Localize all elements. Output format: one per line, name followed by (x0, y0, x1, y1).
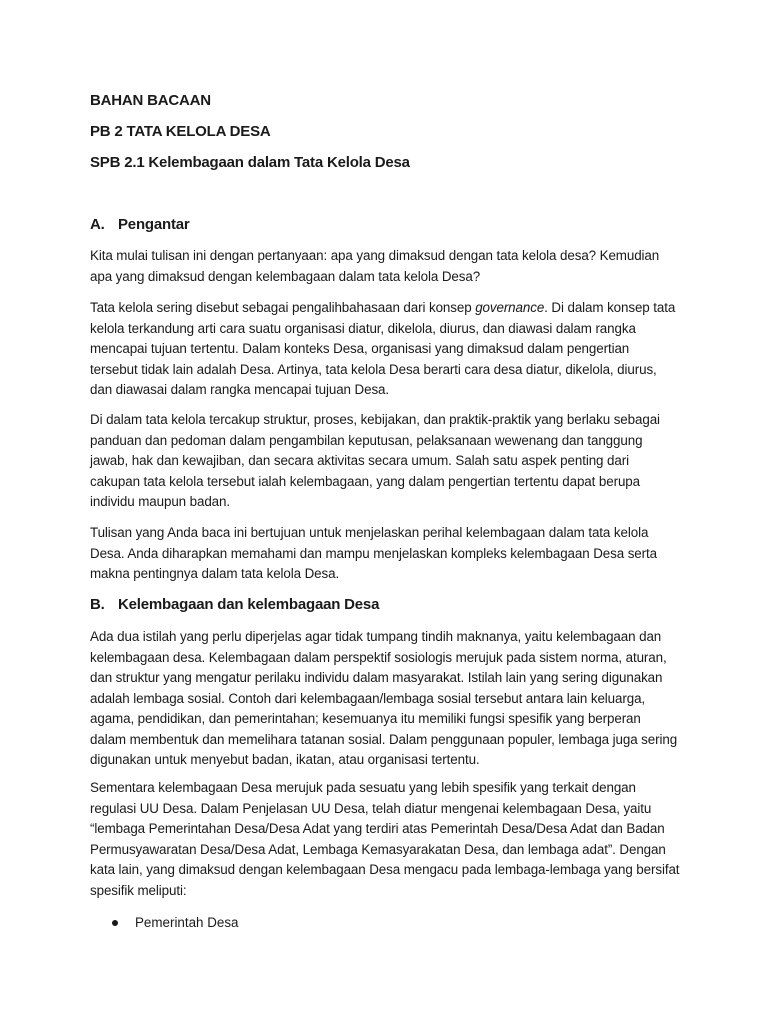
paragraph-definitions: Ada dua istilah yang perlu diperjelas agar tidak tumpang tindih maknanya, yaitu kelembagaan dan kelembagaan desa. Kelembagaan dalam perspektif sosiologis merujuk pada sistem norma, aturan, dan struktur yang mengatur perilaku individu dalam masyarakat. Istilah lain yang sering digunakan adalah lembaga sosial. Contoh dari kelembagaan/lembaga sosial tersebut antara lain keluarga, agama, pendidikan, dan pemerintahan; kesemuanya itu memiliki fungsi spesifik yang berperan dalam membentuk dan memelihara tatanan sosial. Dalam penggunaan populer, lembaga juga sering digunakan untuk menyebut badan, ikatan, atau organisasi tertentu. (90, 629, 678, 767)
section-b-heading (90, 596, 379, 613)
paragraph-village-institutions: Sementara kelembagaan Desa merujuk pada sesuatu yang lebih spesifik yang terkait dengan regulasi UU Desa. Dalam Penjelasan UU Desa, telah diatur mengenai kelembagaan Desa, yaitu “lembaga Pemerintahan Desa/Desa Adat yang terdiri atas Pemerintah Desa/Desa Adat dan Badan Permusyawaratan Desa/Desa Adat, Lembaga Kemasyarakatan Desa, dan lembaga adat”. Dengan kata lain, yang dimaksud dengan kelembagaan Desa mengacu pada lembaga-lembaga yang bersifat spesifik meliputi: (90, 780, 680, 898)
governance-term: governance (475, 300, 545, 315)
section-a-title: Pengantar (118, 216, 190, 233)
list-item (90, 913, 238, 933)
section-a-number: A. (90, 216, 105, 233)
doc-label: BAHAN BACAAN (90, 92, 211, 109)
paragraph-purpose: Tulisan yang Anda baca ini bertujuan untuk menjelaskan perihal kelembagaan dalam tata kelola Desa. Anda diharapkan memahami dan mampu menjelaskan kompleks kelembagaan Desa serta makna pentingnya dalam tata kelola Desa. (90, 525, 657, 581)
list-item-label: Pemerintah Desa (135, 915, 239, 930)
institution-list (90, 913, 238, 933)
bullet-icon (112, 920, 118, 926)
section-b-number: B. (90, 596, 105, 613)
paragraph-governance (90, 298, 680, 401)
module-title: PB 2 TATA KELOLA DESA (90, 123, 271, 140)
submodule-title: SPB 2.1 Kelembagaan dalam Tata Kelola Desa (90, 154, 410, 171)
paragraph-intro-question: Kita mulai tulisan ini dengan pertanyaan: apa yang dimaksud dengan tata kelola desa? Kemudian apa yang dimaksud dengan kelembagaan dalam tata kelola Desa? (90, 248, 660, 284)
section-b-title: Kelembagaan dan kelembagaan Desa (118, 596, 380, 613)
section-a-heading (90, 216, 190, 233)
paragraph-governance-rest: . Di dalam konsep tata kelola terkandung arti cara suatu organisasi diatur, dikelola, diurus, dan diawasi dalam rangka mencapai tujuan tertentu. Dalam konteks Desa, organisasi yang dimaksud dalam pengertian tersebut tidak lain adalah Desa. Artinya, tata kelola Desa berarti cara desa diatur, dikelola, diurus, dan diawasai dalam rangka mencapai tujuan Desa. (90, 300, 676, 397)
paragraph-scope: Di dalam tata kelola tercakup struktur, proses, kebijakan, dan praktik-praktik yang berlaku sebagai panduan dan pedoman dalam pengambilan keputusan, pelaksanaan wewenang dan tanggung jawab, hak dan kewajiban, dan secara aktivitas secara umum. Salah satu aspek penting dari cakupan tata kelola tersebut ialah kelembagaan, yang dalam pengertian tertentu dapat berupa individu maupun badan. (90, 412, 660, 509)
paragraph-governance-start: Tata kelola sering disebut sebagai pengalihbahasaan dari konsep (90, 300, 476, 315)
